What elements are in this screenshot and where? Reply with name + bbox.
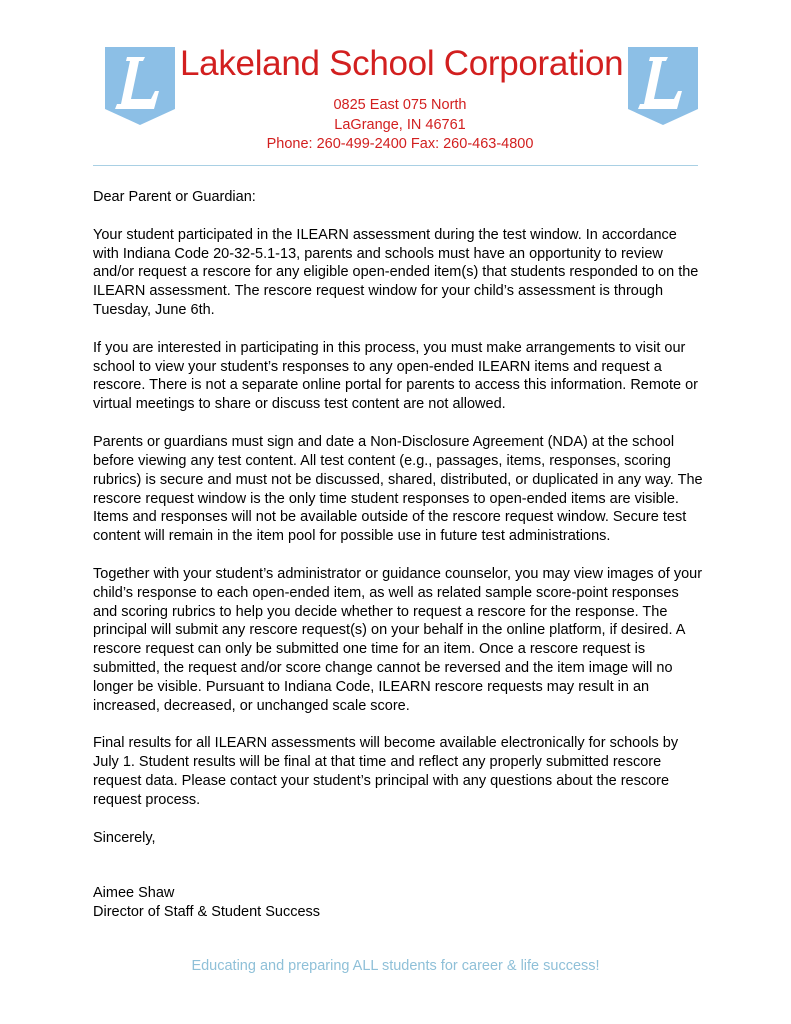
salutation: Dear Parent or Guardian: [93,189,256,205]
letter-body [93,188,705,866]
contact-line: Phone: 260-499-2400 Fax: 260-463-4800 [266,136,534,152]
address-line-2: LaGrange, IN 46761 [334,117,466,133]
paragraph-4: Together with your student’s administrator or guidance counselor, you may view images of your child’s response to each open-ended item, as well as related sample score-point responses and scoring rubrics to help you decide whether to request a rescore for the response. The principal will submit any rescore request(s) on your behalf in the online platform, if desired. A rescore request can only be submitted one time for an item. Once a rescore request is submitted, the request and/or score change cannot be reversed and the item image will no longer be visible. Pursuant to Indiana Code, ILEARN rescore requests may result in an increased, decreased, or unchanged scale score. [93,565,703,714]
paragraph-2: If you are interested in participating in this process, you must make arrangements to visit our school to view your student’s responses to any open-ended ILEARN items and request a rescore. There is not a separate online portal for parents to access this information. Remote or virtual meetings to share or discuss test content are not allowed. [93,339,699,413]
signature-block [93,884,320,922]
closing: Sincerely, [93,829,156,846]
paragraph-3: Parents or guardians must sign and date a Non-Disclosure Agreement (NDA) at the school before viewing any test content. All test content (e.g., passages, items, responses, scoring rubrics) is secure and must not be discussed, shared, distributed, or duplicated in any way. The rescore request window is the only time student responses to open-ended items are visible. Items and responses will not be available outside of the rescore request window. Secure test content will remain in the item pool for possible use in future test administrations. [93,433,703,545]
school-logo-right-icon [628,47,698,125]
footer-tagline: Educating and preparing ALL students for career & life success! [191,958,600,974]
header-divider [93,165,698,166]
address-line-1: 0825 East 075 North [333,97,467,113]
signer-title: Director of Staff & Student Success [93,903,321,920]
school-logo-left-icon [105,47,175,125]
org-name: Lakeland School Corporation [180,44,624,83]
paragraph-1: Your student participated in the ILEARN assessment during the test window. In accordance with Indiana Code 20-32-5.1-13, parents and schools must have an opportunity to review and/or request a rescore for any eligible open-ended item(s) that students responded to on the ILEARN assessment. The rescore request window for your child’s assessment is through Tuesday, June 6th. [93,226,699,319]
paragraph-5: Final results for all ILEARN assessments will become available electronically for schools by July 1. Student results will be final at that time and reflect any properly submitted rescore request data. Please contact your student’s principal with any questions about the rescore request process. [93,735,679,808]
signer-name: Aimee Shaw [93,885,175,901]
